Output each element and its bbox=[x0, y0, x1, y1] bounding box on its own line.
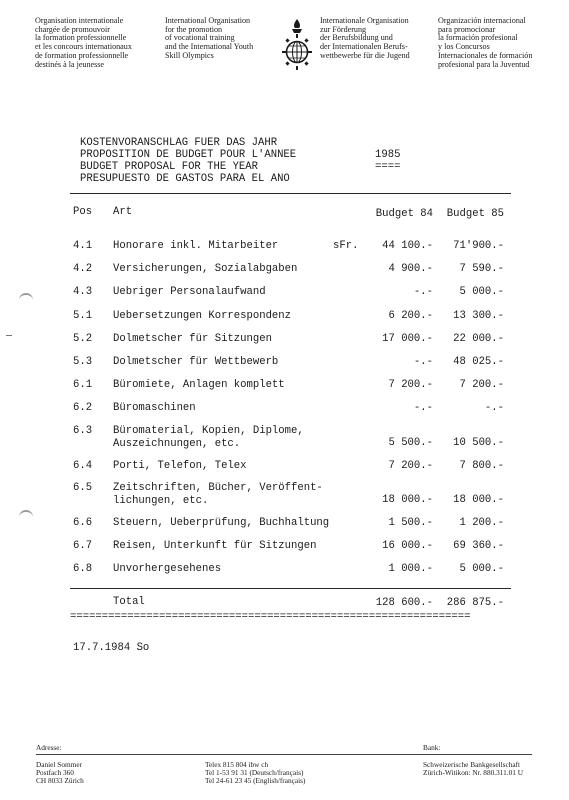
row-pos: 5.1 bbox=[73, 310, 93, 322]
row-art: Büromaschinen bbox=[113, 402, 196, 414]
table-top-rule bbox=[70, 193, 511, 194]
row-budget85: 5 000.- bbox=[459, 563, 504, 575]
letterhead-spanish: Organización internacional para promocionar la formación profesional y los Concursos Internacionales de formación profesional para la Juventud bbox=[438, 16, 533, 69]
row-art: Steuern, Ueberprüfung, Buchhaltung bbox=[113, 517, 330, 529]
row-pos: 6.3 bbox=[73, 425, 93, 437]
total-budget85: 286 875.- bbox=[446, 597, 504, 609]
footer-bank-label: Bank: bbox=[423, 743, 441, 752]
row-art: Uebriger Personalaufwand bbox=[113, 286, 266, 298]
row-art: Dolmetscher für Wettbewerb bbox=[113, 356, 279, 368]
row-art: Uebersetzungen Korrespondenz bbox=[113, 310, 292, 322]
row-budget85: 1 200.- bbox=[459, 517, 504, 529]
row-budget85: 22 000.- bbox=[453, 333, 504, 345]
row-budget85: 18 000.- bbox=[453, 494, 504, 506]
row-budget84: 4 900.- bbox=[388, 263, 433, 275]
row-art: Versicherungen, Sozialabgaben bbox=[113, 263, 298, 275]
col-header-budget84: Budget 84 bbox=[375, 208, 433, 220]
row-budget85: 7 200.- bbox=[459, 379, 504, 391]
row-budget85: 69 360.- bbox=[453, 540, 504, 552]
row-pos: 6.4 bbox=[73, 460, 93, 472]
row-art: Büromaterial, Kopien, Diplome, Auszeichnungen, etc. bbox=[113, 425, 304, 450]
row-pos: 6.1 bbox=[73, 379, 93, 391]
row-budget84: 7 200.- bbox=[388, 460, 433, 472]
row-budget84: 16 000.- bbox=[382, 540, 433, 552]
fold-mark bbox=[6, 335, 12, 336]
budget-year: 1985 bbox=[375, 149, 401, 161]
total-budget84: 128 600.- bbox=[375, 597, 433, 609]
footer-telecom: Telex 815 804 ibw ch Tel 1-53 91 31 (Deutsch/français) Tel 24-61 23 45 (English/français) bbox=[205, 760, 306, 786]
row-budget85: 7 800.- bbox=[459, 460, 504, 472]
document-title: KOSTENVORANSCHLAG FUER DAS JAHR PROPOSITION DE BUDGET POUR L'ANNEE BUDGET PROPOSAL FOR THE YEAR PRESUPUESTO DE GASTOS PARA EL ANO bbox=[80, 137, 297, 185]
row-budget85: 71'900.- bbox=[453, 240, 504, 252]
row-pos: 4.2 bbox=[73, 263, 93, 275]
punch-hole bbox=[19, 293, 33, 304]
globe-emblem-icon bbox=[282, 17, 312, 75]
total-double-rule: =============================================================== bbox=[70, 612, 471, 622]
row-pos: 6.2 bbox=[73, 402, 93, 414]
footer-address-label: Adresse: bbox=[36, 743, 62, 752]
row-budget84: 1 500.- bbox=[388, 517, 433, 529]
letterhead-english: International Organisation for the promotion of vocational training and the International Youth Skill Olympics bbox=[165, 16, 254, 60]
col-header-pos: Pos bbox=[73, 206, 93, 218]
row-budget85: 13 300.- bbox=[453, 310, 504, 322]
col-header-budget85: Budget 85 bbox=[446, 208, 504, 220]
row-art: Unvorhergesehenes bbox=[113, 563, 222, 575]
row-art: Büromiete, Anlagen komplett bbox=[113, 379, 285, 391]
row-art: Honorare inkl. Mitarbeiter bbox=[113, 240, 279, 252]
row-pos: 4.3 bbox=[73, 286, 93, 298]
signature-date: 17.7.1984 So bbox=[73, 642, 150, 654]
currency-label: sFr. bbox=[333, 240, 359, 252]
total-label: Total bbox=[113, 596, 145, 608]
row-budget84: -.- bbox=[413, 286, 433, 298]
row-pos: 6.5 bbox=[73, 482, 93, 494]
col-header-art: Art bbox=[113, 206, 133, 218]
row-pos: 6.8 bbox=[73, 563, 93, 575]
row-budget84: -.- bbox=[413, 356, 433, 368]
row-budget84: -.- bbox=[413, 402, 433, 414]
punch-hole bbox=[19, 510, 33, 521]
row-budget85: -.- bbox=[484, 402, 504, 414]
letterhead-french: Organisation internationale chargée de promouvoir la formation professionnelle et les concours internationaux de formation professionnelle destinés à la jeunesse bbox=[35, 16, 132, 69]
footer-address: Daniel Sommer Postfach 360 CH 8033 Zürich bbox=[36, 760, 84, 786]
row-budget85: 7 590.- bbox=[459, 263, 504, 275]
table-bottom-rule bbox=[70, 588, 511, 589]
row-budget85: 5 000.- bbox=[459, 286, 504, 298]
row-budget84: 7 200.- bbox=[388, 379, 433, 391]
row-pos: 5.2 bbox=[73, 333, 93, 345]
footer-rule bbox=[36, 754, 532, 755]
row-art: Porti, Telefon, Telex bbox=[113, 460, 247, 472]
row-pos: 6.7 bbox=[73, 540, 93, 552]
row-pos: 4.1 bbox=[73, 240, 93, 252]
row-budget85: 10 500.- bbox=[453, 437, 504, 449]
row-budget84: 44 100.- bbox=[382, 240, 433, 252]
row-art: Zeitschriften, Bücher, Veröffent- lichungen, etc. bbox=[113, 482, 323, 507]
footer-bank: Schweizerische Bankgesellschaft Zürich-Witikon: Nr. 880.311.01 U bbox=[423, 760, 523, 778]
row-budget84: 1 000.- bbox=[388, 563, 433, 575]
row-art: Dolmetscher für Sitzungen bbox=[113, 333, 272, 345]
row-budget84: 18 000.- bbox=[382, 494, 433, 506]
row-budget84: 6 200.- bbox=[388, 310, 433, 322]
row-budget84: 17 000.- bbox=[382, 333, 433, 345]
row-pos: 5.3 bbox=[73, 356, 93, 368]
row-budget84: 5 500.- bbox=[388, 437, 433, 449]
row-budget85: 48 025.- bbox=[453, 356, 504, 368]
letterhead-german: Internationale Organisation zur Förderung der Berufsbildung und der Internationalen Berufs- wettbewerbe für die Jugend bbox=[320, 16, 410, 60]
row-art: Reisen, Unterkunft für Sitzungen bbox=[113, 540, 317, 552]
row-pos: 6.6 bbox=[73, 517, 93, 529]
budget-year-underline: ==== bbox=[375, 161, 401, 173]
